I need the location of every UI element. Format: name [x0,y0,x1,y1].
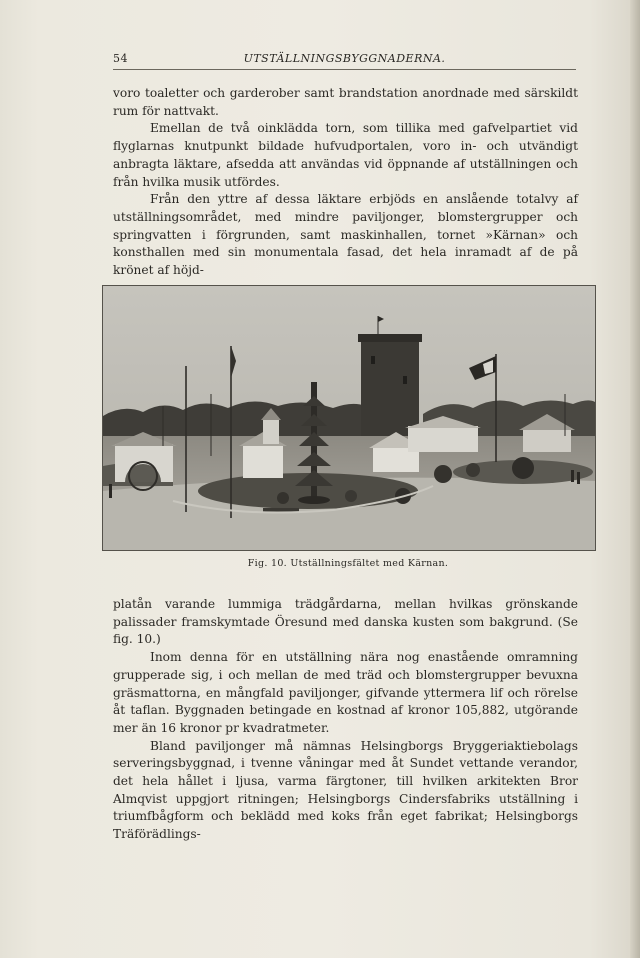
exhibition-photograph [102,285,596,551]
text-block-bottom [113,596,578,844]
running-title: UTSTÄLLNINGSBYGGNADERNA. [243,52,446,65]
photo-illustration [103,286,595,550]
figure-caption: Fig. 10. Utställningsfältet med Kärnan. [247,558,449,569]
header-rule [113,69,576,70]
paragraph: voro toaletter och garderober samt brandstation anordnade med särskildt rum för nattvakt. [113,86,578,118]
paragraph: Inom denna för en utställning nära nog enastående omramning grupperade sig, i och mellan de med träd och blomstergrupper bevuxna gräsmattorna, en mångfald paviljonger, gifvande yttermera lif och rörelse åt taflan. Byggnaden betingade en kostnad af kronor 105,882, utgörande mer än 16 kronor pr kvadratmeter. [113,650,578,735]
paragraph: Bland paviljonger må nämnas Helsingborgs Bryggeriaktiebolags serveringsbyggnad, i tvenne våningar med åt Sundet vettande verandor, det hela hållet i ljusa, varma färgtoner, till hvilken arkitekten Bror Almqvist uppgjort ritningen; Helsingborgs Cindersfabriks utställning i triumfbågform och beklädd med koks från eget fabrikat; Helsingborgs Träförädlings- [113,738,578,842]
paragraph: Emellan de två oinklädda torn, som tillika med gafvelpartiet vid flyglarnas knutpunkt bildade hufvudportalen, voro in- och utvändigt anbragta läktare, afsedda att användas vid öppnande af utställningen och från hvilka musik utfördes. [113,121,578,189]
page-number: 54 [113,52,128,65]
paragraph: Från den yttre af dessa läktare erbjöds en anslående totalvy af utställningsområdet, med mindre paviljonger, blomstergrupper och springvatten i förgrunden, samt maskinhallen, tornet »Kärnan» och konsthallen med sin monumentala fasad, det hela inramadt af de på krönet af höjd- [113,192,578,278]
page-header [113,52,576,70]
page-edge [630,0,640,958]
paragraph: platån varande lummiga trädgårdarna, mellan hvilkas grönskande palissader framskymtade Öresund med danska kusten som bakgrund. (Se fig. 10.) [113,597,578,647]
text-block-top [113,85,578,280]
